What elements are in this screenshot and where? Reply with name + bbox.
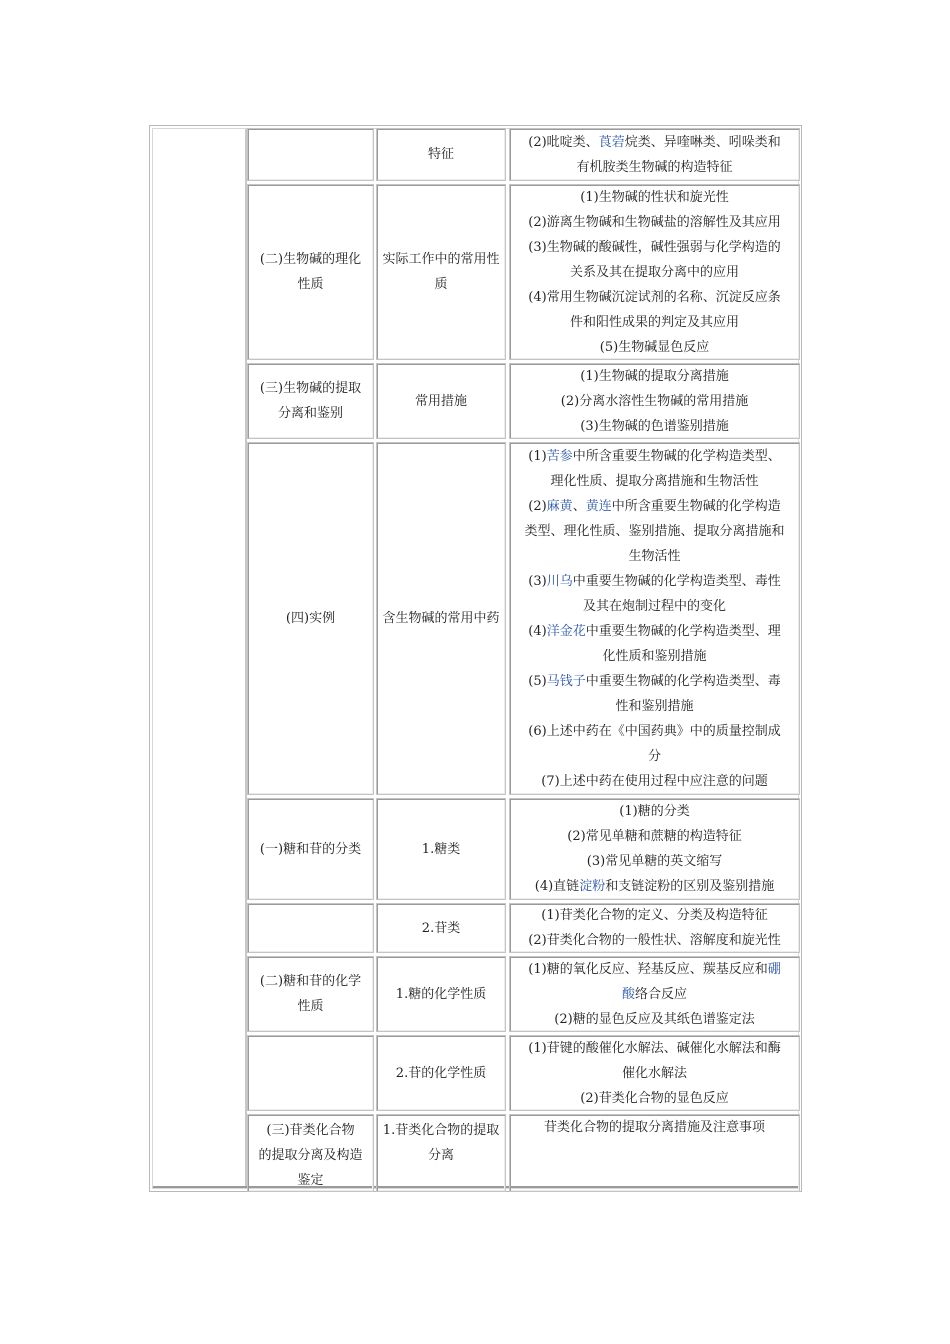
details-line: [511, 544, 798, 569]
details-cell: [509, 798, 800, 900]
cell-text-line: (二)生物碱的理化: [259, 252, 362, 267]
details-line: [511, 744, 798, 769]
details-text: (6)上述中药在《中国药典》中的质量控制成: [528, 723, 781, 739]
details-line: [511, 928, 798, 953]
item-cell: [376, 128, 506, 181]
details-line: [511, 1007, 798, 1032]
details-text: (1)苷键的酸催化水解法、碱催化水解法和酶: [528, 1040, 781, 1056]
details-text: 中重要生物碱的化学构造类型、理: [585, 623, 781, 639]
details-text: (1)生物碱的性状和旋光性: [580, 189, 729, 205]
item-cell: [376, 363, 506, 439]
details-line: [511, 669, 798, 694]
section-cell: [247, 798, 374, 900]
details-line: [511, 364, 798, 389]
details-line: [511, 260, 798, 285]
details-cell: [509, 363, 800, 439]
herb-link[interactable]: 马钱子: [546, 673, 586, 689]
cell-text-line: 含生物碱的常用中药: [382, 611, 500, 626]
details-text: (1): [528, 448, 547, 464]
details-text: 中重要生物碱的化学构造类型、毒性: [572, 573, 781, 589]
section-cell: [247, 903, 374, 953]
details-line: [511, 310, 798, 335]
details-text: (2): [528, 498, 547, 514]
item-cell: [376, 442, 506, 795]
details-text: (4): [528, 623, 547, 639]
table-frame: [149, 125, 802, 1192]
details-text: 及其在炮制过程中的变化: [582, 598, 726, 614]
cell-text-line: 分离: [427, 1148, 454, 1163]
cell-text-line: 分离和鉴别: [277, 406, 343, 421]
details-text: 和支链淀粉的区别及鉴别措施: [605, 879, 775, 894]
details-line: [511, 444, 798, 469]
details-text: (1)生物碱的提取分离措施: [580, 368, 729, 384]
details-text: 催化水解法: [621, 1065, 687, 1081]
details-text: 烷类、异喹啉类、吲哚类和: [624, 134, 781, 150]
cell-text-line: 1.糖的化学性质: [395, 986, 487, 1002]
details-line: [511, 1036, 798, 1061]
details-line: [511, 469, 798, 494]
details-text: 化性质和鉴别措施: [602, 648, 707, 664]
cell-text-line: 特征: [427, 147, 454, 162]
details-line: [511, 982, 798, 1007]
cell-text-line: 性质: [297, 999, 324, 1014]
details-text: (3)生物碱的酸碱性，碱性强弱与化学构造的: [528, 239, 781, 255]
details-text: 关系及其在提取分离中的应用: [569, 264, 739, 280]
details-line: [511, 414, 798, 439]
cell-text-line: 质: [434, 277, 448, 292]
details-text: 类型、理化性质、鉴别措施、提取分离措施和: [524, 523, 785, 539]
herb-link[interactable]: 麻黄: [546, 498, 573, 514]
details-line: [511, 130, 798, 155]
details-text: (2)常见单糖和蔗糖的构造特征: [567, 829, 742, 844]
herb-link[interactable]: 硼: [767, 961, 781, 977]
details-line: [511, 235, 798, 260]
details-line: [511, 210, 798, 235]
details-line: [511, 1061, 798, 1086]
details-text: (2)糖的显色反应及其纸色谱鉴定法: [554, 1011, 755, 1027]
details-line: [511, 335, 798, 360]
section-cell: [247, 363, 374, 439]
details-text: 分: [647, 748, 661, 764]
item-cell: [376, 903, 506, 953]
details-text: (3): [528, 573, 547, 589]
cell-text-line: (四)实例: [285, 611, 336, 626]
details-line: [511, 957, 798, 982]
details-text: (2)分离水溶性生物碱的常用措施: [560, 393, 749, 409]
details-text: 中所含重要生物碱的化学构造类型、: [572, 448, 781, 464]
section-cell: [247, 184, 374, 360]
item-cell: [376, 1035, 506, 1111]
details-line: [511, 799, 798, 824]
section-cell: [247, 128, 374, 181]
details-line: [511, 874, 798, 899]
details-line: [511, 824, 798, 849]
details-line: [511, 285, 798, 310]
section-cell: [247, 1035, 374, 1111]
details-text: 生物活性: [628, 548, 681, 564]
cell-text-line: (一)糖和苷的分类: [259, 841, 362, 857]
item-cell: [376, 1114, 506, 1192]
herb-link[interactable]: 淀粉: [579, 879, 606, 894]
details-text: (3)生物碱的色谱鉴别措施: [580, 418, 729, 434]
herb-link[interactable]: 酸: [621, 986, 635, 1002]
details-line: [511, 155, 798, 180]
details-line: [511, 185, 798, 210]
cell-text-line: (三)生物碱的提取: [259, 381, 362, 396]
cell-text-line: 2.苷的化学性质: [395, 1065, 487, 1081]
details-text: 苷类化合物的提取分离措施及注意事项: [543, 1120, 765, 1135]
details-text: (1)糖的分类: [619, 804, 690, 819]
cell-text-line: 1.苷类化合物的提取: [382, 1123, 500, 1138]
details-line: [511, 849, 798, 874]
details-cell: [509, 128, 800, 181]
details-text: 中所含重要生物碱的化学构造: [611, 498, 781, 514]
item-cell: [376, 184, 506, 360]
details-text: (4)直链: [534, 879, 580, 894]
cell-text-line: 2.苷类: [421, 920, 461, 936]
cell-text-line: 常用措施: [414, 393, 467, 409]
herb-link[interactable]: 黄连: [585, 498, 612, 514]
details-text: 有机胺类生物碱的构造特征: [576, 159, 733, 175]
section-cell: [247, 1114, 374, 1192]
details-cell: [509, 1114, 800, 1192]
section-cell: [247, 956, 374, 1032]
cell-text-line: 鉴定: [297, 1173, 324, 1188]
details-text: (5): [528, 673, 547, 689]
details-line: [511, 769, 798, 794]
section-cell: [247, 442, 374, 795]
cell-text-line: (三)苷类化合物: [266, 1123, 355, 1138]
details-text: (7)上述中药在使用过程中应注意的问题: [541, 773, 768, 789]
details-text: (4)常用生物碱沉淀试剂的名称、沉淀反应条: [528, 289, 781, 305]
item-cell: [376, 798, 506, 900]
details-text: (1)糖的氧化反应、羟基反应、羰基反应和: [528, 961, 768, 977]
details-text: (1)苷类化合物的定义、分类及构造特征: [541, 908, 768, 923]
herb-link[interactable]: 川乌: [546, 573, 573, 589]
details-line: [511, 569, 798, 594]
details-line: [511, 644, 798, 669]
chapter-column: [153, 129, 247, 1188]
details-line: [511, 594, 798, 619]
details-text: 络合反应: [635, 986, 688, 1002]
details-cell: [509, 1035, 800, 1111]
details-text: (5)生物碱显色反应: [599, 339, 710, 355]
cell-text-line: 性质: [297, 277, 324, 292]
details-text: 理化性质、提取分离措施和生物活性: [550, 473, 759, 489]
herb-link[interactable]: 苦参: [546, 448, 573, 464]
details-line: [511, 1115, 798, 1140]
details-line: [511, 519, 798, 544]
details-line: [511, 494, 798, 519]
details-text: (2)吡啶类、: [528, 134, 599, 150]
details-text: 性和鉴别措施: [615, 698, 694, 714]
details-cell: [509, 184, 800, 360]
cell-text-line: 实际工作中的常用性: [382, 252, 500, 267]
details-line: [511, 1086, 798, 1111]
details-line: [511, 903, 798, 928]
details-text: (2)苷类化合物的一般性状、溶解度和旋光性: [528, 933, 781, 948]
cell-text-line: 1.糖类: [421, 841, 461, 857]
details-cell: [509, 442, 800, 795]
cell-text-line: (二)糖和苷的化学: [259, 974, 362, 989]
details-text: (3)常见单糖的英文缩写: [586, 854, 723, 869]
item-cell: [376, 956, 506, 1032]
details-text: (2)游离生物碱和生物碱盐的溶解性及其应用: [528, 214, 781, 230]
herb-link[interactable]: 洋金花: [546, 623, 586, 639]
details-cell: [509, 903, 800, 953]
cell-text-line: 的提取分离及构造: [258, 1148, 363, 1163]
details-line: [511, 389, 798, 414]
details-line: [511, 719, 798, 744]
details-text: (2)苷类化合物的显色反应: [580, 1090, 729, 1106]
details-text: 件和阳性成果的判定及其应用: [569, 314, 739, 330]
details-cell: [509, 956, 800, 1032]
details-text: 中重要生物碱的化学构造类型、毒: [585, 673, 781, 689]
details-line: [511, 619, 798, 644]
herb-link[interactable]: 莨菪: [598, 134, 625, 150]
details-line: [511, 694, 798, 719]
details-text: 、: [572, 498, 586, 514]
